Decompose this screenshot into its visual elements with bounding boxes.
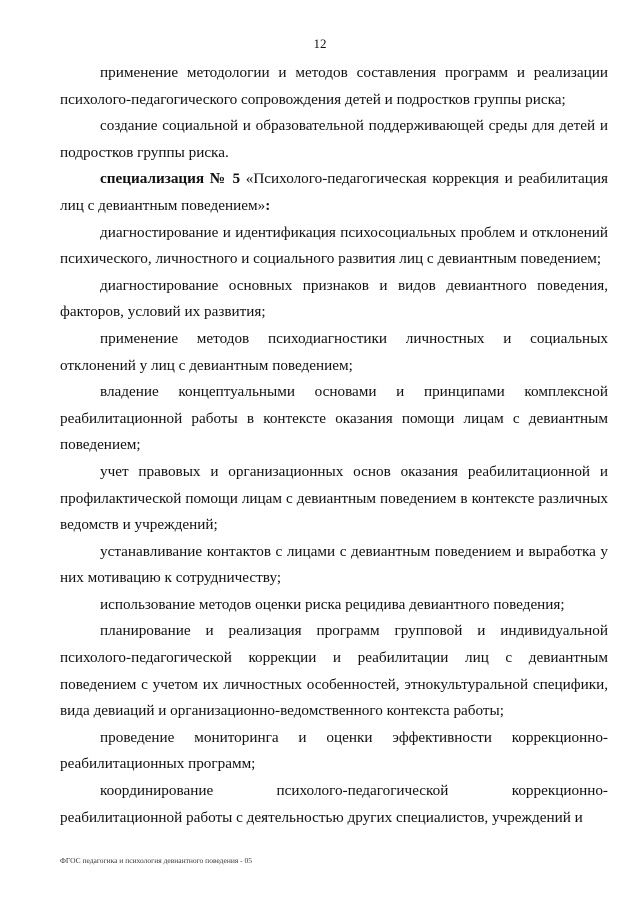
list-item: учет правовых и организационных основ оказания реабилитационной и профилактической помощи лицам с девиантным поведением в контексте различных ведомств и учреждений;	[60, 462, 608, 534]
list-item: проведение мониторинга и оценки эффективности коррекционно-реабилитационных программ;	[60, 728, 608, 773]
list-item: устанавливание контактов с лицами с девиантным поведением и выработка у них мотивацию к сотрудничеству;	[60, 542, 608, 587]
page-number: 12	[313, 36, 327, 51]
specialization-title: «Психолого-педагогическая коррекция и реабилитация лиц с девиантным поведением»	[60, 170, 608, 214]
list-item: координирование психолого-педагогической коррекционно-реабилитационной работы с деятельностью других специалистов, учреждений и	[60, 782, 608, 826]
document-body	[60, 60, 608, 831]
paragraph: применение методологии и методов составления программ и реализации психолого-педагогического сопровождения детей и подростков группы риска;	[60, 64, 608, 108]
list-item: планирование и реализация программ групповой и индивидуальной психолого-педагогической коррекции и реабилитации лиц с девиантным поведением с учетом их личностных особенностей, этнокультуральной специфики, вида девиаций и организационно-ведомственного контекста работы;	[60, 622, 608, 720]
specialization-colon: :	[265, 196, 271, 214]
list-item: применение методов психодиагностики личностных и социальных отклонений у лиц с девиантным поведением;	[60, 329, 608, 374]
list-item: диагностирование и идентификация психосоциальных проблем и отклонений психического, личностного и социального развития лиц с девиантным поведением;	[60, 223, 608, 268]
page-footer: ФГОС педагогика и психология девиантного поведения - 05	[60, 856, 253, 865]
specialization-heading	[60, 166, 608, 219]
paragraph: создание социальной и образовательной поддерживающей среды для детей и подростков группы риска.	[60, 117, 608, 161]
list-item: владение концептуальными основами и принципами комплексной реабилитационной работы в контексте оказания помощи лицам с девиантным поведением;	[60, 383, 608, 454]
list-item: диагностирование основных признаков и видов девиантного поведения, факторов, условий их развития;	[60, 276, 608, 321]
list-item: использование методов оценки риска рецидива девиантного поведения;	[100, 595, 565, 613]
specialization-label: специализация № 5	[100, 170, 241, 188]
